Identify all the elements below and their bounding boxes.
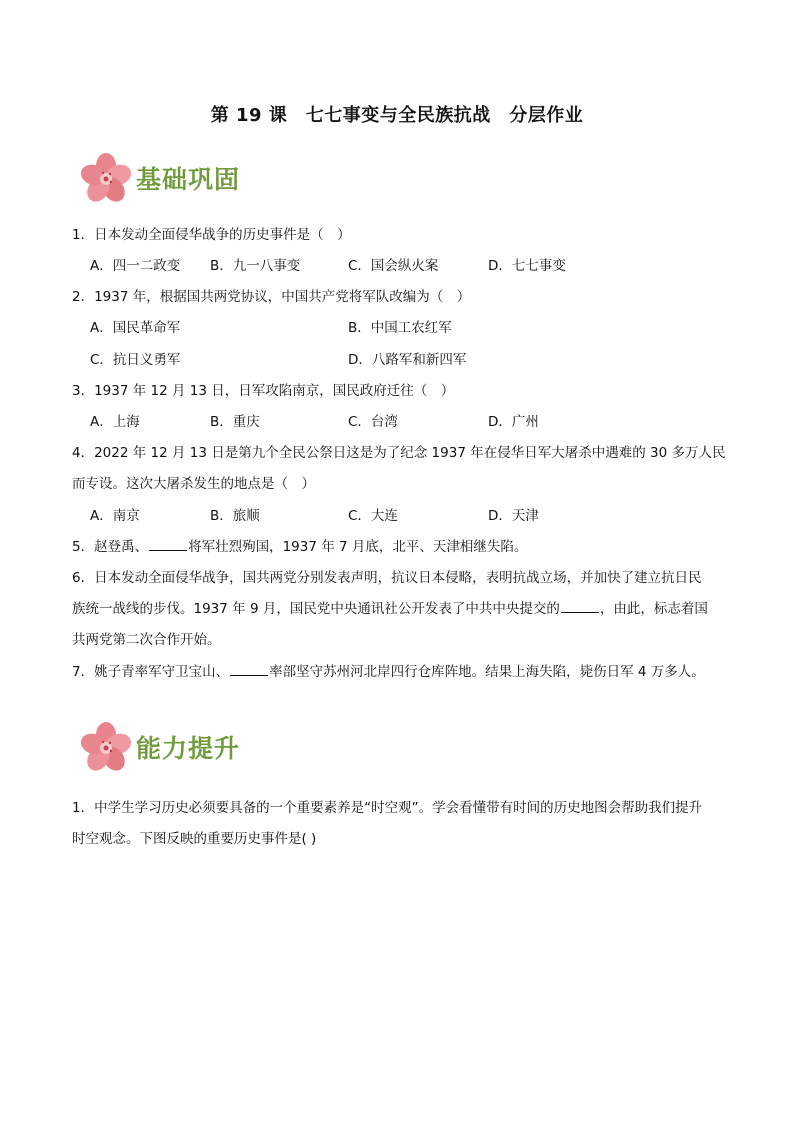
option-d: D．七七事变 xyxy=(488,258,566,274)
option-a: A．上海 xyxy=(90,414,140,430)
page-title: 第 19 课 七七事变与全民族抗战 分层作业 xyxy=(210,105,584,126)
section-title: 能力提升 xyxy=(136,734,241,763)
question-options xyxy=(90,411,730,433)
question-stem: 3．1937 年 12 月 13 日，日军攻陷南京，国民政府迁往（ ） xyxy=(72,383,455,399)
question-options xyxy=(90,349,730,371)
option-c: C．国会纵火案 xyxy=(348,258,439,274)
option-b: B．重庆 xyxy=(210,414,260,430)
question-stem-line: 1．中学生学习历史必须要具备的一个重要素养是“时空观”。学会看懂带有时间的历史地图会帮助我们提升 xyxy=(72,800,703,816)
option-c: C．大连 xyxy=(348,508,398,524)
option-a: A．南京 xyxy=(90,508,140,524)
question-text: 7．姚子青率军守卫宝山、 xyxy=(72,664,230,680)
fill-in-question xyxy=(72,594,722,625)
question-stem: 2．1937 年，根据国共两党协议，中国共产党将军队改编为（ ） xyxy=(72,289,471,305)
answer-blank[interactable] xyxy=(561,598,599,613)
answer-blank[interactable] xyxy=(230,661,268,676)
option-b: B．中国工农红军 xyxy=(348,320,452,336)
flower-icon xyxy=(78,719,136,777)
option-b: B．九一八事变 xyxy=(210,258,301,274)
option-c: C．台湾 xyxy=(348,414,398,430)
question-text: 将军壮烈殉国，1937 年 7 月底，北平、天津相继失陷。 xyxy=(188,539,528,555)
question-stem-line: 4．2022 年 12 月 13 日是第九个全民公祭日这是为了纪念 1937 年在侵华日军大屠杀中遇难的 30 多万人民 xyxy=(72,445,726,461)
question-stem-line: 6．日本发动全面侵华战争，国共两党分别发表声明，抗议日本侵略，表明抗战立场，并加快了建立抗日民 xyxy=(72,570,702,586)
section-title: 基础巩固 xyxy=(136,165,241,194)
section-header-advanced xyxy=(78,719,378,779)
option-a: A．四一二政变 xyxy=(90,258,181,274)
question-text: ，由此，标志着国 xyxy=(599,601,708,617)
question-text: 率部坚守苏州河北岸四行仓库阵地。结果上海失陷，毙伤日军 4 万多人。 xyxy=(269,664,705,680)
option-a: A．国民革命军 xyxy=(90,320,181,336)
question-stem-line: 共两党第二次合作开始。 xyxy=(72,632,221,648)
question-options xyxy=(90,317,730,339)
option-c: C．抗日义勇军 xyxy=(90,352,181,368)
option-d: D．广州 xyxy=(488,414,539,430)
question-stem-line: 而专设。这次大屠杀发生的地点是（ ） xyxy=(72,476,315,492)
section-header-basic xyxy=(78,150,378,210)
fill-in-question xyxy=(72,657,722,688)
fill-in-question xyxy=(72,532,722,563)
option-d: D．八路军和新四军 xyxy=(348,352,467,368)
option-d: D．天津 xyxy=(488,508,539,524)
question-stem: 1．日本发动全面侵华战争的历史事件是（ ） xyxy=(72,227,351,243)
question-options xyxy=(90,255,730,277)
question-options xyxy=(90,505,730,527)
question-text: 族统一战线的步伐。1937 年 9 月，国民党中央通讯社公开发表了中共中央提交的 xyxy=(72,601,560,617)
question-text: 5．赵登禹、 xyxy=(72,539,149,555)
question-stem-line: 时空观念。下图反映的重要历史事件是( ) xyxy=(72,831,317,847)
flower-icon xyxy=(78,150,136,208)
answer-blank[interactable] xyxy=(149,536,187,551)
option-b: B．旅顺 xyxy=(210,508,260,524)
